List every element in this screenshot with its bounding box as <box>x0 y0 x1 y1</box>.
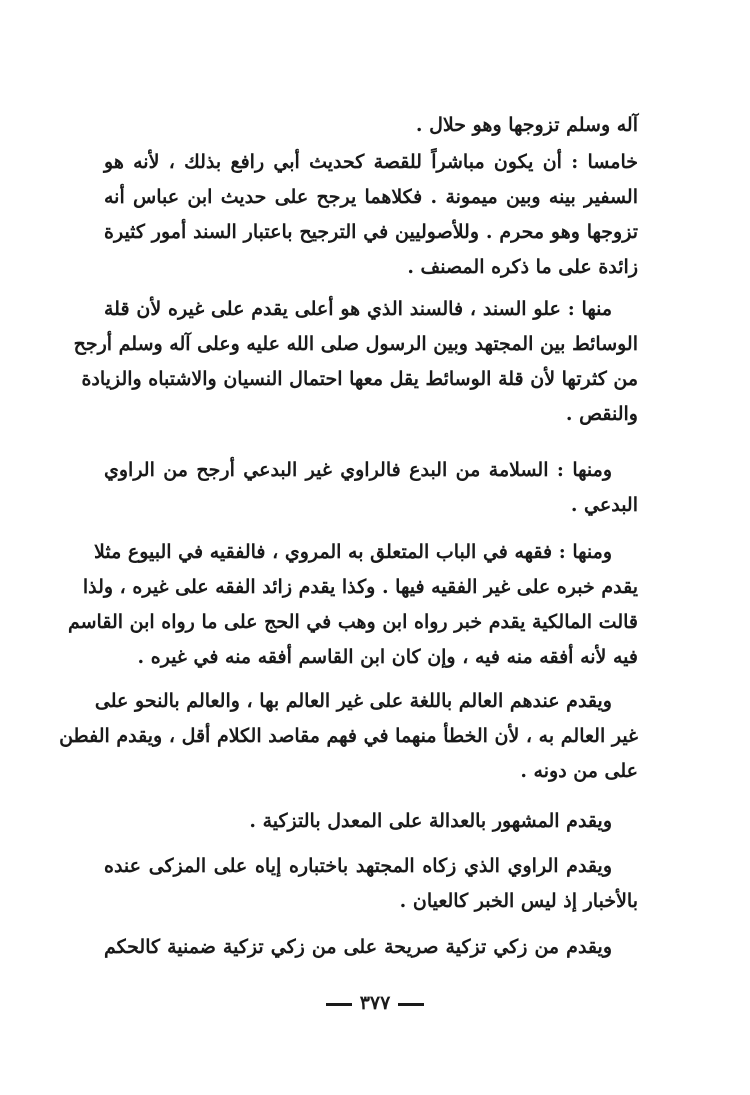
paragraph-4 <box>67 535 638 675</box>
paragraph-7 <box>104 849 638 919</box>
text-line: من كثرتها لأن قلة الوسائط يقل معها احتمال النسيان والاشتباه والزيادة <box>81 368 638 390</box>
text-line: الوسائط بين المجتهد وبين الرسول صلى الله عليه وعلى آله وسلم أرجح <box>73 333 638 355</box>
text-line: ويقدم الراوي الذي زكاه المجتهد باختباره إياه على المزكى عنده <box>104 855 612 877</box>
text-line: بالأخبار إذ ليس الخبر كالعيان . <box>399 890 638 912</box>
text-line: يقدم خبره على غير الفقيه فيها . وكذا يقدم زائد الفقه على غيره ، ولذا <box>82 576 638 598</box>
text-line: السفير بينه وبين ميمونة . فكلاهما يرجح على حديث ابن عباس أنه <box>104 186 638 208</box>
paragraph-2 <box>73 292 638 432</box>
page-number <box>0 992 750 1014</box>
text-line: على من دونه . <box>520 760 638 782</box>
text-line: ومنها : السلامة من البدع فالراوي غير البدعي أرجح من الراوي <box>104 459 612 481</box>
dash-right <box>326 1003 352 1006</box>
text-line: غير العالم به ، لأن الخطأ منهما في فهم مقاصد الكلام أقل ، ويقدم الفطن <box>59 725 638 747</box>
text-line: والنقص . <box>565 403 638 425</box>
page-number-value: ٣٧٧ <box>359 992 391 1014</box>
text-line: ويقدم عندهم العالم باللغة على غير العالم بها ، والعالم بالنحو على <box>94 690 612 712</box>
text-line: فيه لأنه أفقه منه فيه ، وإن كان ابن القاسم أفقه منه في غيره . <box>137 646 638 668</box>
paragraph-0 <box>104 108 638 143</box>
text-line: قالت المالكية يقدم خبر رواه ابن وهب في الحج على ما رواه ابن القاسم <box>67 611 638 633</box>
dash-left <box>398 1003 424 1006</box>
text-line: البدعي . <box>570 494 638 516</box>
text-line: خامسا : أن يكون مباشراً للقصة كحديث أبي رافع بذلك ، لأنه هو <box>104 151 638 173</box>
paragraph-6 <box>104 804 638 839</box>
paragraph-8 <box>104 930 638 965</box>
text-line: ويقدم من زكي تزكية صريحة على من زكي تزكية ضمنية كالحكم <box>104 936 612 958</box>
text-line: ومنها : فقهه في الباب المتعلق به المروي ، فالفقيه في البيوع مثلا <box>94 541 612 563</box>
text-line: منها : علو السند ، فالسند الذي هو أعلى يقدم على غيره لأن قلة <box>104 298 612 320</box>
text-line: آله وسلم تزوجها وهو حلال . <box>415 114 638 136</box>
text-line: تزوجها وهو محرم . وللأصوليين في الترجيح باعتبار السند أمور كثيرة <box>104 221 638 243</box>
text-line: ويقدم المشهور بالعدالة على المعدل بالتزكية . <box>249 810 612 832</box>
text-line: زائدة على ما ذكره المصنف . <box>407 256 638 278</box>
paragraph-1 <box>104 145 638 285</box>
paragraph-5 <box>59 684 638 789</box>
paragraph-3 <box>104 453 638 523</box>
